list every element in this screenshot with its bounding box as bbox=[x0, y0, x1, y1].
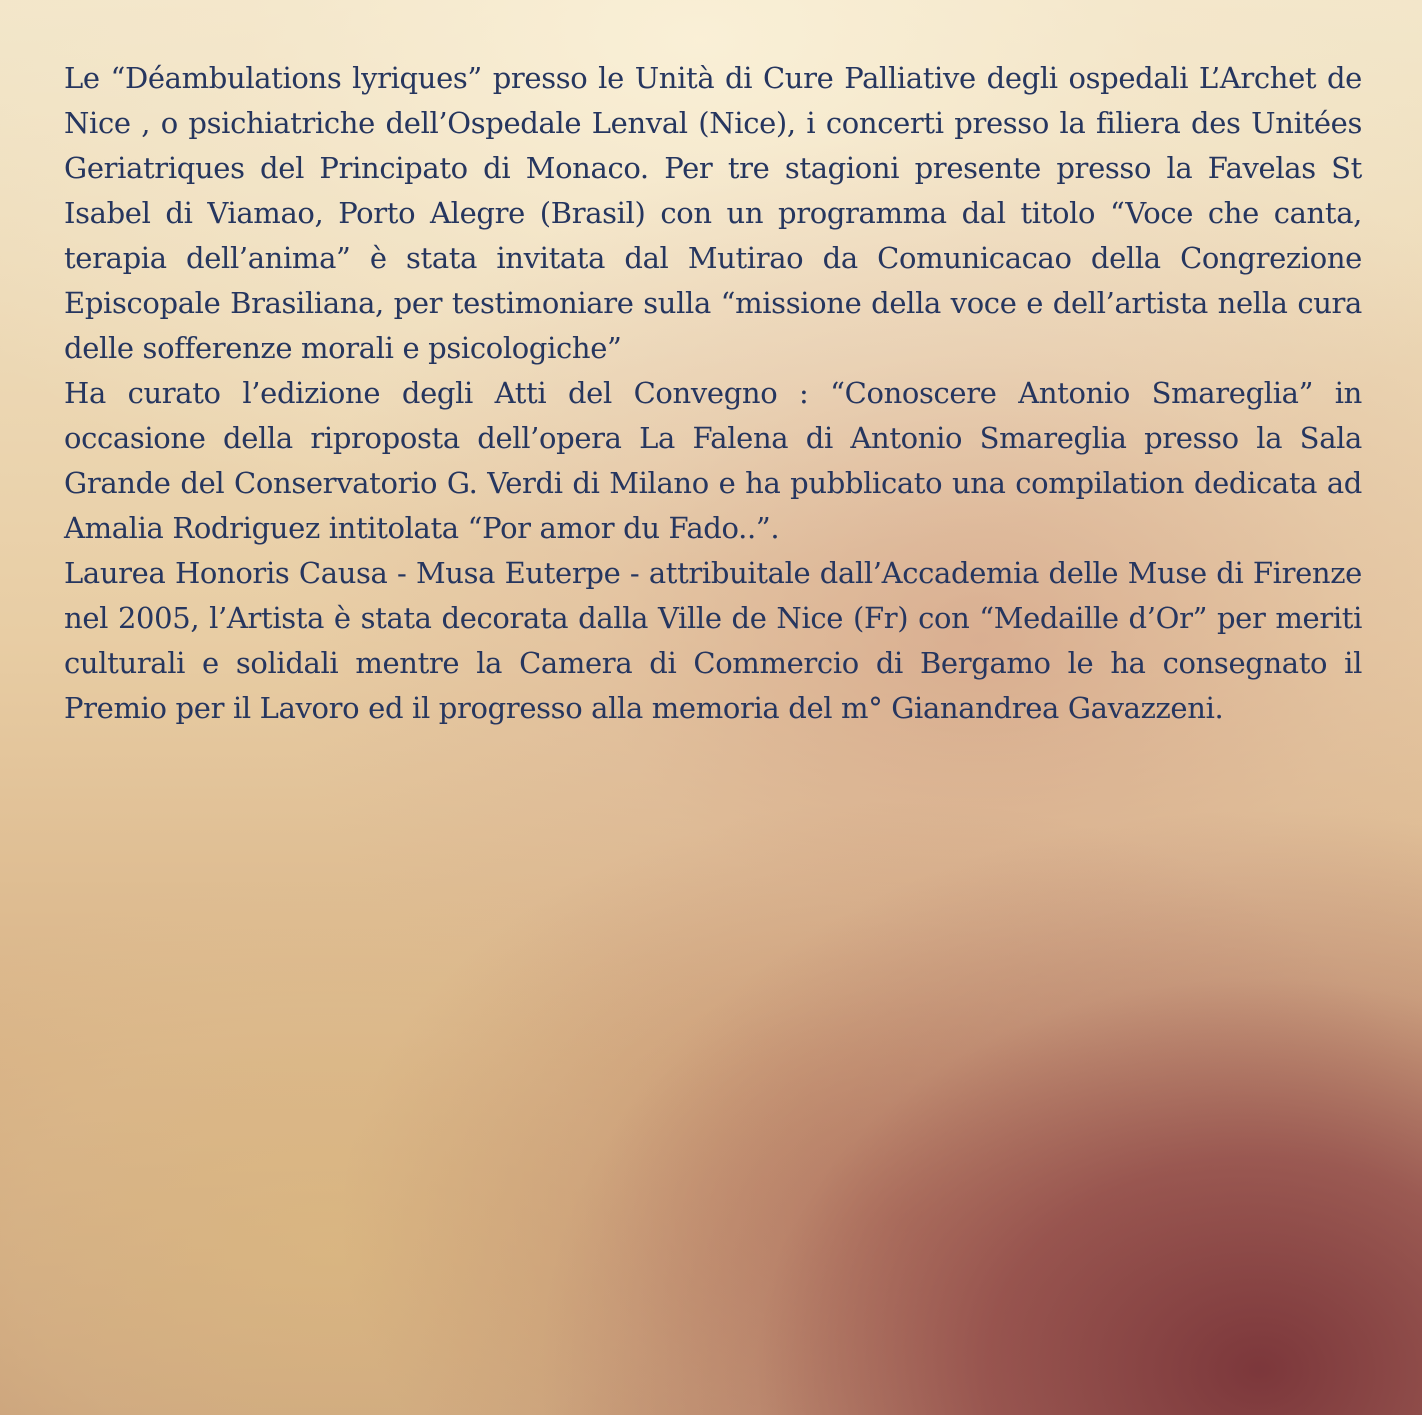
paragraph-honors: Laurea Honoris Causa - Musa Euterpe - attribuitale dall’Accademia delle Muse di Firenze nel 2005, l’Artista è stata decorata dalla Ville de Nice (Fr) con “Medaille d’Or” per meriti culturali e solidali mentre la Camera di Commercio di Bergamo le ha consegnato il Premio per il Lavoro ed il progresso alla memoria del m° Gianandrea Gavazzeni. bbox=[64, 556, 1362, 725]
biography-text bbox=[64, 56, 1362, 731]
paragraph-palliative-care: Le “Déambulations lyriques” presso le Unità di Cure Palliative degli ospedali L’Archet de Nice , o psichiatriche dell’Ospedale Lenval (Nice), i concerti presso la filiera des Unitées Geriatriques del Principato di Monaco. Per tre stagioni presente presso la Favelas St Isabel di Viamao, Porto Alegre (Brasil) con un programma dal titolo “Voce che canta, terapia dell’anima” è stata invitata dal Mutirao da Comunicacao della Congrezione Episcopale Brasiliana, per testimoniare sulla “missione della voce e dell’artista nella cura delle sofferenze morali e psicologiche” bbox=[64, 61, 1362, 365]
paragraph-convegno-smareglia: Ha curato l’edizione degli Atti del Convegno : “Conoscere Antonio Smareglia” in occasione della riproposta dell’opera La Falena di Antonio Smareglia presso la Sala Grande del Conservatorio G. Verdi di Milano e ha pubblicato una compilation dedicata ad Amalia Rodriguez intitolata “Por amor du Fado..”. bbox=[64, 376, 1362, 545]
